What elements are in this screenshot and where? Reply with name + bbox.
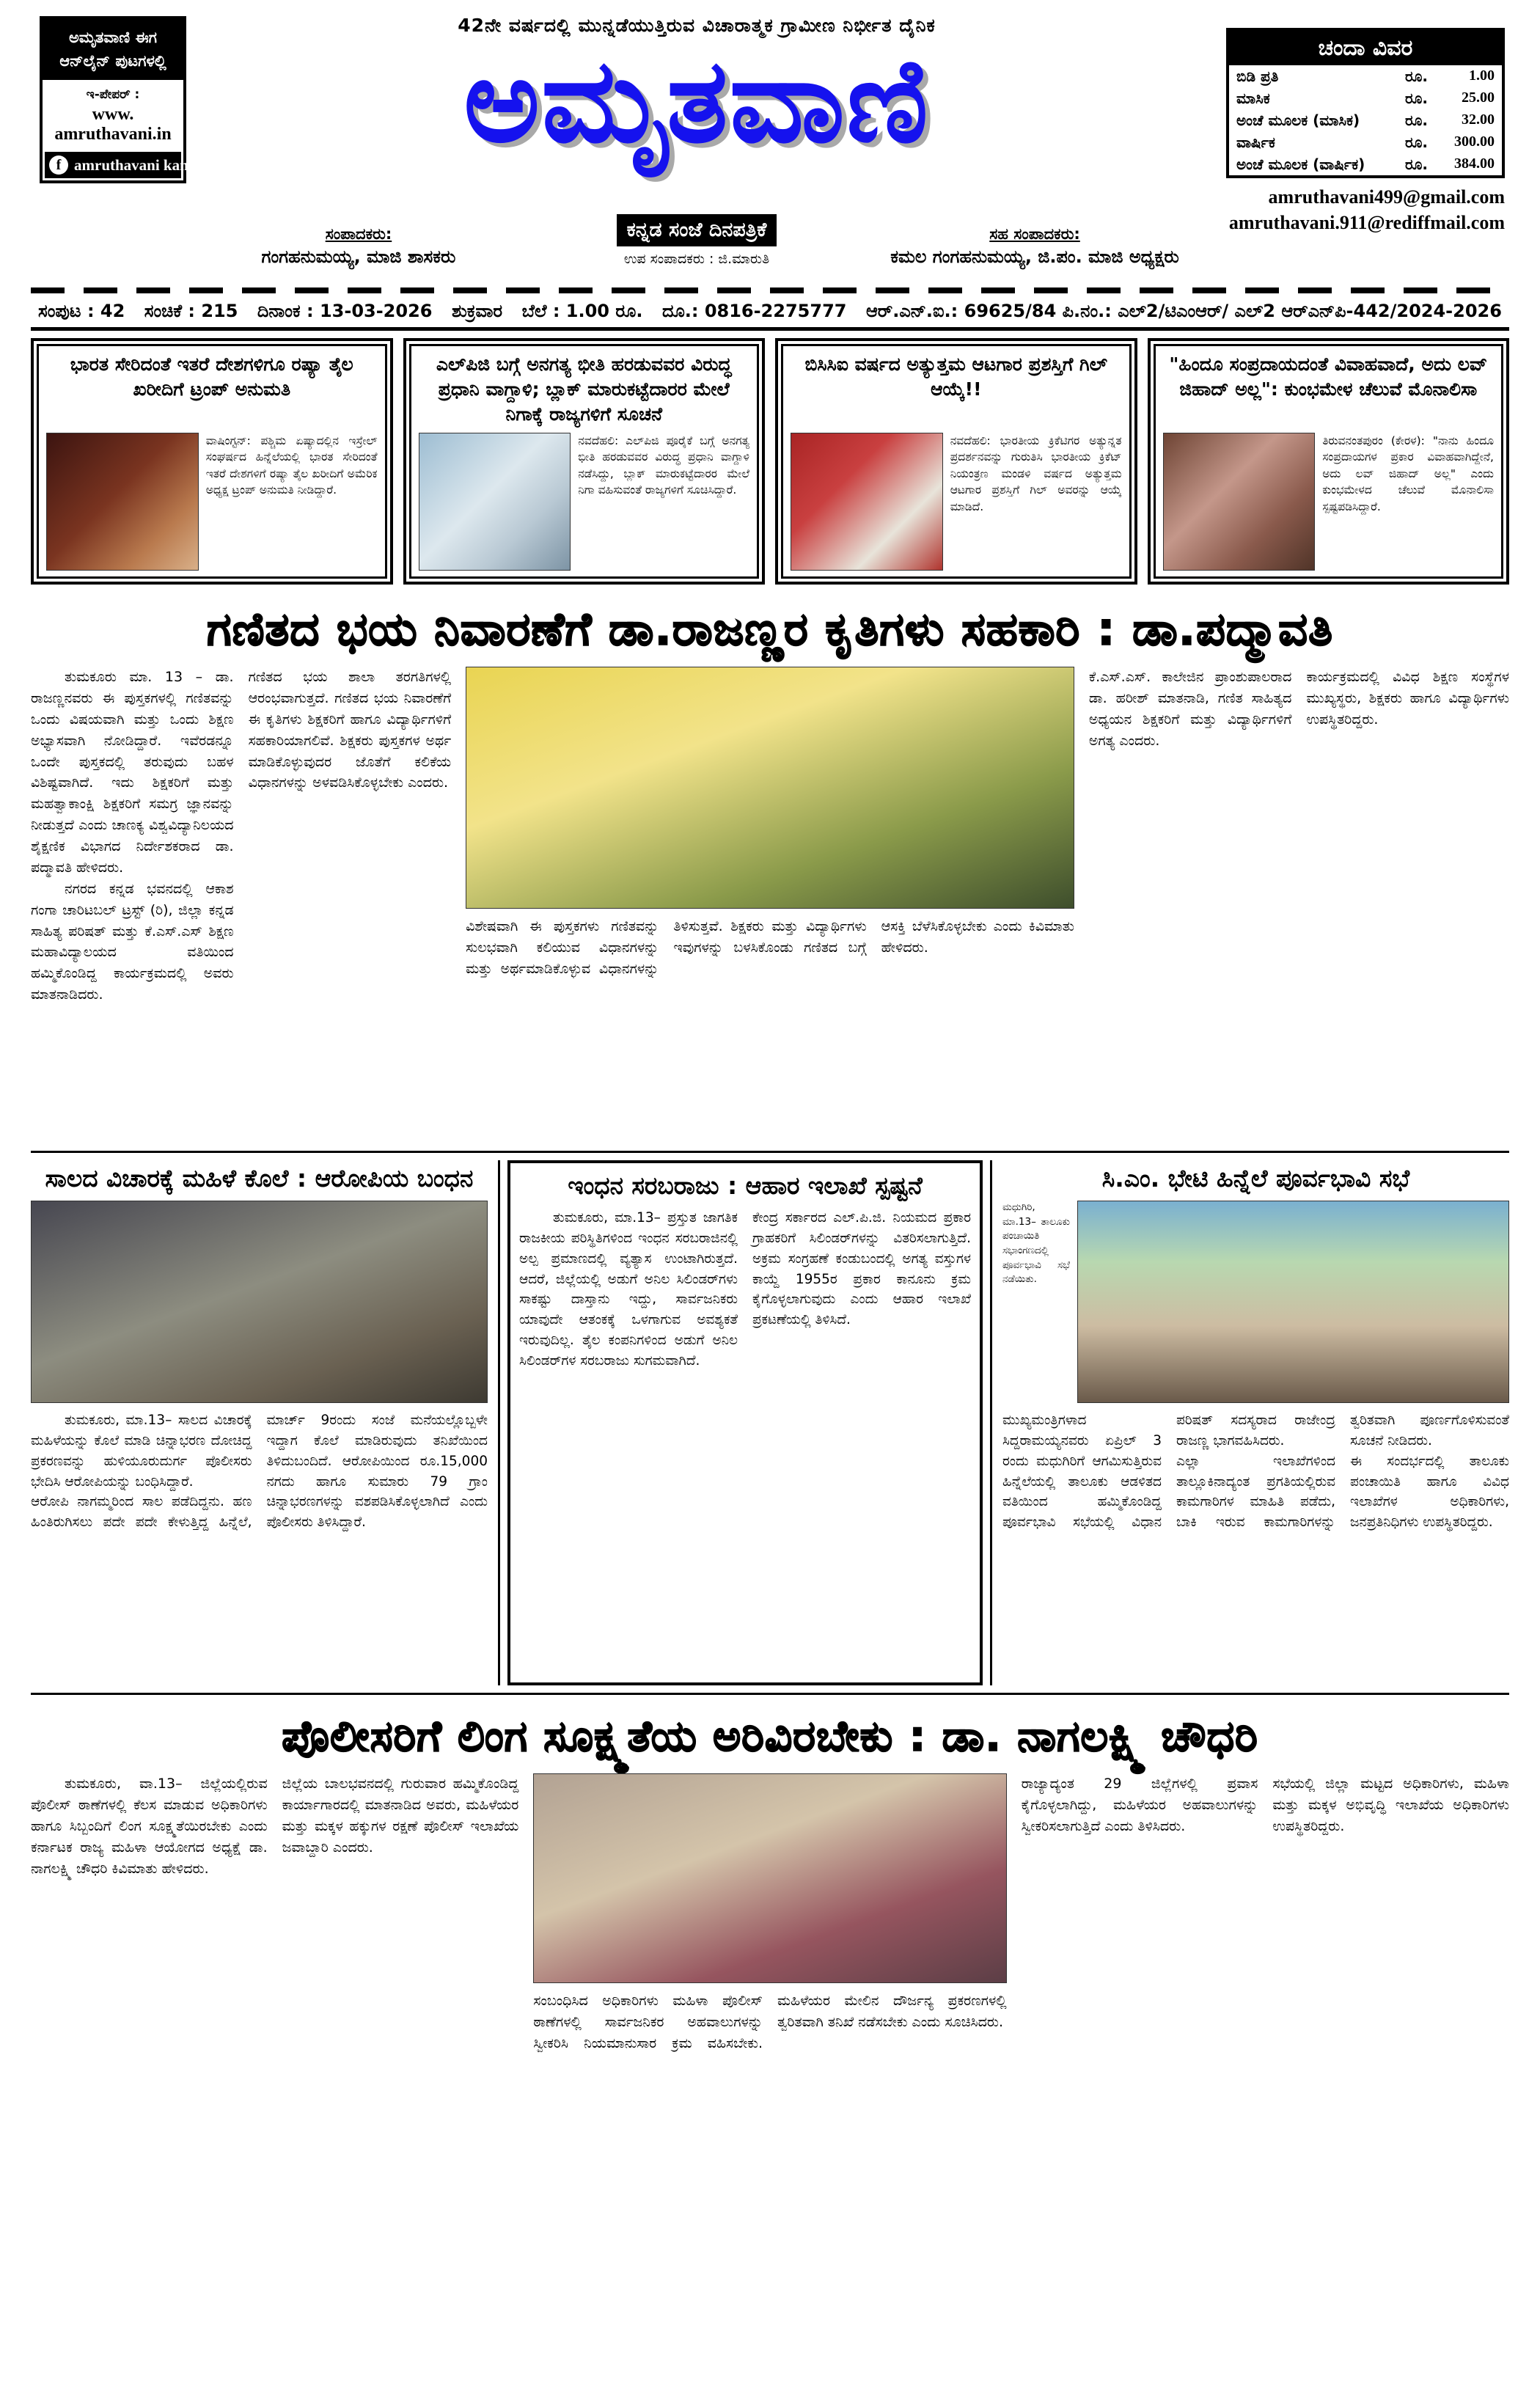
online-promo-line1: ಅಮೃತವಾಣಿ ಈಗ xyxy=(68,29,158,46)
top-story-trump xyxy=(31,338,393,585)
issue-price: ಬೆಲೆ : 1.00 ರೂ. xyxy=(521,301,643,321)
main-story xyxy=(31,595,1509,1143)
subscription-row xyxy=(1229,109,1502,131)
main-headline: ಗಣಿತದ ಭಯ ನಿವಾರಣೆಗೆ ಡಾ.ರಾಜಣ್ಣರ ಕೃತಿಗಳು ಸಹಕಾರಿ : ಡಾ.ಪದ್ಮಾವತಿ xyxy=(207,602,1333,656)
issue-date: ದಿನಾಂಕ : 13-03-2026 xyxy=(257,301,433,321)
main-center-block xyxy=(466,667,1074,1143)
subscription-label: ಅಂಚೆ ಮೂಲಕ (ಮಾಸಿಕ) xyxy=(1236,111,1360,129)
top-story-monalisa xyxy=(1148,338,1510,585)
main-col1b-para: ನಗರದ ಕನ್ನಡ ಭವನದಲ್ಲಿ ಆಕಾಶ ಗಂಗಾ ಚಾರಿಟಬಲ್ ಟ್ರಸ್ಟ್ (ರಿ), ಜಿಲ್ಲಾ ಕನ್ನಡ ಸಾಹಿತ್ಯ ಪರಿಷತ್ ಮತ್ತು ಕೆ.ಎಸ್.ಎಸ್ ಶಿಕ್ಷಣ ಮಹಾವಿದ್ಯಾಲಯದ ವತಿಯಿಂದ ಹಮ್ಮಿಕೊಂಡಿದ್ದ ಕಾರ್ಯಕ್ರಮದಲ್ಲಿ ಅವರು ಮಾತನಾಡಿದರು. xyxy=(31,880,234,1003)
story-headline: ಬಿಸಿಸಿಐ ವರ್ಷದ ಅತ್ಯುತ್ತಮ ಆಟಗಾರ ಪ್ರಶಸ್ತಿಗೆ ಗಿಲ್ ಆಯ್ಕೆ!! xyxy=(804,354,1108,400)
subscription-currency: ರೂ. xyxy=(1405,133,1428,151)
co-editor-name: ಕಮಲ ಗಂಗಹನುಮಯ್ಯ, ಜಿ.ಪಂ. ಮಾಜಿ ಅಧ್ಯಕ್ಷರು xyxy=(890,246,1179,267)
paper-tagline: 42ನೇ ವರ್ಷದಲ್ಲಿ ಮುನ್ನಡೆಯುತ್ತಿರುವ ವಿಚಾರಾತ್ಮಕ ಗ್ರಾಮೀಣ ನಿರ್ಭೀತ ದೈನಿಕ xyxy=(458,15,936,36)
story-para: ತುಮಕೂರು, ಮಾ.13– ಪ್ರಸ್ತುತ ಜಾಗತಿಕ ರಾಜಕೀಯ ಪರಿಸ್ಥಿತಿಗಳಿಂದ ಇಂಧನ ಸರಬರಾಜಿನಲ್ಲಿ ಅಲ್ಪ ಪ್ರಮಾಣದಲ್ಲಿ ವ್ಯತ್ಯಾಸ ಉಂಟಾಗಿರುತ್ತದೆ. ಆದರೆ, ಜಿಲ್ಲೆಯಲ್ಲಿ ಅಡುಗೆ ಅನಿಲ ಸಿಲಿಂಡರ್‌ಗಳು ಸಾಕಷ್ಟು ದಾಸ್ತಾನು ಇದ್ದು, ಸಾರ್ವಜನಿಕರು ಯಾವುದೇ ಆತಂಕಕ್ಕೆ ಒಳಗಾಗುವ ಅವಶ್ಯಕತೆ ಇರುವುದಿಲ್ಲ. ತೈಲ ಕಂಪನಿಗಳಿಂದ ಅಡುಗೆ ಅನಿಲ ಸಿಲಿಂಡರ್‌ಗಳ ಸರಬರಾಜು ಸುಗಮವಾಗಿದೆ. xyxy=(519,1210,738,1369)
story-para: ಆರೋಪಿ ನಾಗಮ್ಮರಿಂದ ಸಾಲ ಪಡೆದಿದ್ದನು. ಹಣ ಹಿಂತಿರುಗಿಸಲು ಪದೇ ಪದೇ ಕೇಳುತ್ತಿದ್ದ ಹಿನ್ನೆಲೆ, ಮಾರ್ಚ್ 9ರಂದು ಸಂಜೆ ಮನೆಯಲ್ಲೊಬ್ಬಳೇ ಇದ್ದಾಗ ಕೊಲೆ ಮಾಡಿರುವುದು ತನಿಖೆಯಿಂದ ತಿಳಿದುಬಂದಿದೆ. ಆರೋಪಿಯಿಂದ ರೂ.15,000 ನಗದು ಹಾಗೂ ಸುಮಾರು 79 ಗ್ರಾಂ ಚಿನ್ನಾಭರಣಗಳನ್ನು ವಶಪಡಿಸಿಕೊಳ್ಳಲಾಗಿದೆ ಎಂದು ಪೊಲೀಸರು ತಿಳಿಸಿದ್ದಾರೆ. xyxy=(31,1413,488,1530)
top-story-inner xyxy=(37,344,387,579)
story-headline: ಭಾರತ ಸೇರಿದಂತೆ ಇತರೆ ದೇಶಗಳಿಗೂ ರಷ್ಯಾ ತೈಲ ಖರೀದಿಗೆ ಟ್ರಂಪ್ ಅನುಮತಿ xyxy=(70,354,353,400)
story-headline: ಇಂಧನ ಸರಬರಾಜು : ಆಹಾರ ಇಲಾಖೆ ಸ್ಪಷ್ಟನೆ xyxy=(568,1171,923,1200)
bottom-col2-para: ಜಿಲ್ಲೆಯ ಬಾಲಭವನದಲ್ಲಿ ಗುರುವಾರ ಹಮ್ಮಿಕೊಂಡಿದ್ದ ಕಾರ್ಯಾಗಾರದಲ್ಲಿ ಮಾತನಾಡಿದ ಅವರು, ಮಹಿಳೆಯರ ಮತ್ತು ಮಕ್ಕಳ ಹಕ್ಕುಗಳ ರಕ್ಷಣೆ ಪೊಲೀಸ್ ಇಲಾಖೆಯ ಜವಾಬ್ದಾರಿ ಎಂದರು. xyxy=(282,1776,519,1856)
online-promo-line2: ಆನ್‌ಲೈನ್ ಪುಟಗಳಲ್ಲಿ xyxy=(59,51,166,70)
story-content xyxy=(419,433,750,571)
story-headline: "ಹಿಂದೂ ಸಂಪ್ರದಾಯದಂತೆ ವಿವಾಹವಾದೆ, ಅದು ಲವ್ ಜಿಹಾದ್ ಅಲ್ಲ": ಕುಂಭಮೇಳ ಚೆಲುವೆ ಮೊನಾಲಿಸಾ xyxy=(1169,354,1488,400)
subscription-currency: ರೂ. xyxy=(1405,67,1428,85)
bottom-col5-para: ರಾಜ್ಯಾದ್ಯಂತ 29 ಜಿಲ್ಲೆಗಳಲ್ಲಿ ಪ್ರವಾಸ ಕೈಗೊಳ್ಳಲಾಗಿದ್ದು, ಮಹಿಳೆಯರ ಅಹವಾಲುಗಳನ್ನು ಸ್ವೀಕರಿಸಲಾಗುತ್ತಿದೆ ಎಂದು ತಿಳಿಸಿದರು. xyxy=(1021,1776,1258,1834)
issue-info-bar xyxy=(31,298,1509,327)
subscription-row xyxy=(1229,153,1502,175)
preparatory-meeting-photo xyxy=(1077,1201,1509,1403)
online-promo-box xyxy=(40,16,221,183)
main-column-6 xyxy=(1306,667,1509,1143)
main-col1-para: ತುಮಕೂರು ಮಾ. 13 – ಡಾ. ರಾಜಣ್ಣನವರು ಈ ಪುಸ್ತಕಗಳಲ್ಲಿ ಗಣಿತವನ್ನು ಒಂದು ವಿಷಯವಾಗಿ ಮತ್ತು ಒಂದು ಶಿಕ್ಷಣ ಅಭ್ಯಾಸವಾಗಿ ನೋಡಿದ್ದಾರೆ. ಇವೆರಡನ್ನೂ ಒಂದೇ ಪುಸ್ತಕದಲ್ಲಿ ತರುವುದು ಬಹಳ ವಿಶಿಷ್ಟವಾಗಿದೆ. ಇದು ಶಿಕ್ಷಕರಿಗೆ ಮತ್ತು ಮಹತ್ವಾಕಾಂಕ್ಷಿ ಶಿಕ್ಷಕರಿಗೆ ಸಮಗ್ರ ಜ್ಞಾನವನ್ನು ನೀಡುತ್ತದೆ ಎಂದು ಚಾಣಕ್ಯ ವಿಶ್ವವಿದ್ಯಾನಿಲಯದ ಶೈಕ್ಷಣಿಕ ವಿಭಾಗದ ನಿರ್ದೇಶಕರಾದ ಡಾ. ಪದ್ಮಾವತಿ ಹೇಳಿದರು. xyxy=(31,669,234,876)
issue-number: ಸಂಚಿಕೆ : 215 xyxy=(144,301,238,321)
story-photo-row xyxy=(1002,1201,1509,1403)
mid-story-fuel xyxy=(500,1160,990,1685)
issue-day: ಶುಕ್ರವಾರ xyxy=(451,301,503,321)
subscription-amount: 384.00 xyxy=(1454,155,1495,172)
mid-story-cm-visit xyxy=(990,1160,1509,1685)
story-para: ಮುಖ್ಯಮಂತ್ರಿಗಳಾದ ಸಿದ್ದರಾಮಯ್ಯನವರು ಏಪ್ರಿಲ್ 3 ರಂದು ಮಧುಗಿರಿಗೆ ಆಗಮಿಸುತ್ತಿರುವ ಹಿನ್ನೆಲೆಯಲ್ಲಿ ತಾಲೂಕು ಆಡಳಿತದ ವತಿಯಿಂದ ಹಮ್ಮಿಕೊಂಡಿದ್ದ ಪೂರ್ವಭಾವಿ ಸಭೆಯಲ್ಲಿ ವಿಧಾನ ಪರಿಷತ್ ಸದಸ್ಯರಾದ ರಾಜೇಂದ್ರ ರಾಜಣ್ಣ ಭಾಗವಹಿಸಿದರು. xyxy=(1002,1413,1335,1530)
subscription-label: ಮಾಸಿಕ xyxy=(1236,89,1270,107)
top-story-inner xyxy=(1154,344,1504,579)
paper-title: ಅಮೃತವಾಣಿ xyxy=(463,34,930,169)
bottom-column-6 xyxy=(1272,1773,1509,2366)
main-column-2 xyxy=(249,667,452,1143)
editor-block xyxy=(199,225,518,267)
section-divider xyxy=(31,1693,1509,1695)
editors-row xyxy=(199,214,1194,267)
editor-name: ಗಂಗಹನುಮಯ್ಯ, ಮಾಜಿ ಶಾಸಕರು xyxy=(261,246,456,267)
story-content xyxy=(791,433,1122,571)
subscription-amount: 25.00 xyxy=(1462,89,1495,106)
book-release-event-photo xyxy=(466,667,1074,909)
phone-number: ದೂ.: 0816-2275777 xyxy=(661,301,847,321)
story-lead: ಮಧುಗಿರಿ, ಮಾ.13– ತಾಲೂಕು ಪಂಚಾಯಿತಿ ಸಭಾಂಗಣದಲ್ಲಿ ಪೂರ್ವಭಾವಿ ಸಭೆ ನಡೆಯಿತು. xyxy=(1002,1201,1070,1286)
subscription-label: ಬಿಡಿ ಪ್ರತಿ xyxy=(1236,67,1279,85)
subscription-box xyxy=(1226,28,1505,178)
modi-photo xyxy=(419,433,571,571)
subscription-label: ಅಂಚೆ ಮೂಲಕ (ವಾರ್ಷಿಕ) xyxy=(1236,155,1365,173)
subscription-row xyxy=(1229,131,1502,153)
bottom-col6-para: ಸಭೆಯಲ್ಲಿ ಜಿಲ್ಲಾ ಮಟ್ಟದ ಅಧಿಕಾರಿಗಳು, ಮಹಿಳಾ ಮತ್ತು ಮಕ್ಕಳ ಅಭಿವೃದ್ಧಿ ಇಲಾಖೆಯ ಅಧಿಕಾರಿಗಳು ಉಪಸ್ಥಿತರಿದ್ದರು. xyxy=(1272,1776,1509,1834)
story-excerpt: ನವದೆಹಲಿ: ಎಲ್‌ಪಿಜಿ ಪೂರೈಕೆ ಬಗ್ಗೆ ಅನಗತ್ಯ ಭೀತಿ ಹರಡುವವರ ವಿರುದ್ಧ ಪ್ರಧಾನಿ ವಾಗ್ದಾಳಿ ನಡೆಸಿದ್ದು, ಬ್ಲಾಕ್ ಮಾರುಕಟ್ಟೆದಾರರ ಮೇಲೆ ನಿಗಾ ವಹಿಸುವಂತೆ ರಾಜ್ಯಗಳಿಗೆ ಸೂಚಿಸಿದ್ದಾರೆ. xyxy=(578,434,749,497)
mid-story-murder xyxy=(31,1160,500,1685)
top-story-inner xyxy=(409,344,760,579)
story-headline: ಎಲ್‌ಪಿಜಿ ಬಗ್ಗೆ ಅನಗತ್ಯ ಭೀತಿ ಹರಡುವವರ ವಿರುದ್ಧ ಪ್ರಧಾನಿ ವಾಗ್ದಾಳಿ; ಬ್ಲಾಕ್ ಮಾರುಕಟ್ಟೆದಾರರ ಮೇಲೆ ನಿಗಾಕ್ಕೆ ರಾಜ್ಯಗಳಿಗೆ ಸೂಚನೆ xyxy=(436,354,732,425)
section-divider xyxy=(31,1151,1509,1153)
masthead-center xyxy=(199,13,1194,169)
contact-emails xyxy=(1226,184,1505,235)
subscription-currency: ರೂ. xyxy=(1405,89,1428,107)
trump-photo xyxy=(46,433,199,571)
website-url: www. amruthavani.in xyxy=(54,105,172,144)
main-story-body xyxy=(31,667,1509,1143)
subscription-amount: 32.00 xyxy=(1462,111,1495,128)
story-body xyxy=(31,1410,488,1533)
monalisa-wedding-photo xyxy=(1163,433,1316,571)
story-headline: ಸಿ.ಎಂ. ಭೇಟಿ ಹಿನ್ನೆಲೆ ಪೂರ್ವಭಾವಿ ಸಭೆ xyxy=(1101,1164,1410,1193)
boxed-story xyxy=(507,1160,983,1685)
bottom-headline: ಪೊಲೀಸರಿಗೆ ಲಿಂಗ ಸೂಕ್ಷ್ಮತೆಯ ಅರಿವಿರಬೇಕು : ಡಾ. ನಾಗಲಕ್ಷ್ಮಿ ಚೌಧರಿ xyxy=(282,1711,1258,1761)
email-gmail: amruthavani499@gmail.com xyxy=(1268,186,1505,208)
header-divider xyxy=(31,327,1509,331)
main-column-1 xyxy=(31,667,234,1143)
co-editor-block xyxy=(876,225,1194,267)
main-col2-para: ಗಣಿತದ ಭಯ ಶಾಲಾ ತರಗತಿಗಳಲ್ಲಿ ಆರಂಭವಾಗುತ್ತದೆ. ಗಣಿತದ ಭಯ ನಿವಾರಣೆಗೆ ಈ ಕೃತಿಗಳು ಶಿಕ್ಷಕರಿಗೆ ಹಾಗೂ ವಿದ್ಯಾರ್ಥಿಗಳಿಗೆ ಸಹಕಾರಿಯಾಗಲಿವೆ. ಶಿಕ್ಷಕರು ಪುಸ್ತಕಗಳ ಅರ್ಥ ಮಾಡಿಕೊಳ್ಳುವುದರ ಜೊತೆಗೆ ಕಲಿಕೆಯ ವಿಧಾನಗಳನ್ನು ಅಳವಡಿಸಿಕೊಳ್ಳಬೇಕು ಎಂದರು. xyxy=(248,669,452,791)
story-para: ಕೇಂದ್ರ ಸರ್ಕಾರದ ಎಲ್.ಪಿ.ಜಿ. ನಿಯಮದ ಪ್ರಕಾರ ಗ್ರಾಹಕರಿಗೆ ಸಿಲಿಂಡರ್‌ಗಳನ್ನು ವಿತರಿಸಲಾಗುತ್ತಿದೆ. ಅಕ್ರಮ ಸಂಗ್ರಹಣೆ ಕಂಡುಬಂದಲ್ಲಿ ಅಗತ್ಯ ವಸ್ತುಗಳ ಕಾಯ್ದೆ 1955ರ ಪ್ರಕಾರ ಕಾನೂನು ಕ್ರಮ ಕೈಗೊಳ್ಳಲಾಗುವುದು ಎಂದು ಆಹಾರ ಇಲಾಖೆ ಪ್ರಕಟಣೆಯಲ್ಲಿ ತಿಳಿಸಿದೆ. xyxy=(752,1210,971,1327)
facebook-strip xyxy=(45,152,221,178)
top-story-inner xyxy=(781,344,1132,579)
subscription-row xyxy=(1229,87,1502,109)
story-content xyxy=(1163,433,1495,571)
police-arrest-photo xyxy=(31,1201,488,1403)
top-story-lpg xyxy=(403,338,766,585)
bottom-center-text: ಸಂಬಂಧಿಸಿದ ಅಧಿಕಾರಿಗಳು ಮಹಿಳಾ ಪೊಲೀಸ್ ಠಾಣೆಗಳಲ್ಲಿ ಸಾರ್ವಜನಿಕರ ಅಹವಾಲುಗಳನ್ನು ಸ್ವೀಕರಿಸಿ ನಿಯಮಾನುಸಾರ ಕ್ರಮ ವಹಿಸಬೇಕು. ಮಹಿಳೆಯರ ಮೇಲಿನ ದೌರ್ಜನ್ಯ ಪ್ರಕರಣಗಳಲ್ಲಿ ತ್ವರಿತವಾಗಿ ತನಿಖೆ ನಡೆಸಬೇಕು ಎಂದು ಸೂಚಿಸಿದರು. xyxy=(533,1993,1007,2051)
story-para: ತುಮಕೂರು, ಮಾ.13– ಸಾಲದ ವಿಚಾರಕ್ಕೆ ಮಹಿಳೆಯನ್ನು ಕೊಲೆ ಮಾಡಿ ಚಿನ್ನಾಭರಣ ದೋಚಿದ್ದ ಪ್ರಕರಣವನ್ನು ಹುಳಿಯೂರುದುರ್ಗ ಪೊಲೀಸರು ಭೇದಿಸಿ ಆರೋಪಿಯನ್ನು ಬಂಧಿಸಿದ್ದಾರೆ. xyxy=(31,1413,252,1490)
subscription-currency: ರೂ. xyxy=(1405,111,1428,129)
editor-label: ಸಂಪಾದಕರು: xyxy=(325,225,392,243)
dashed-divider xyxy=(31,287,1509,293)
story-headline: ಸಾಲದ ವಿಚಾರಕ್ಕೆ ಮಹಿಳೆ ಕೊಲೆ : ಆರೋಪಿಯ ಬಂಧನ xyxy=(45,1164,474,1193)
bottom-center-block xyxy=(533,1773,1006,2366)
workshop-photo xyxy=(533,1773,1006,1983)
story-excerpt: ತಿರುವನಂತಪುರಂ (ಕೇರಳ): "ನಾನು ಹಿಂದೂ ಸಂಪ್ರದಾಯಗಳ ಪ್ರಕಾರ ವಿವಾಹವಾಗಿದ್ದೇನೆ, ಅದು ಲವ್ ಜಿಹಾದ್ ಅಲ್ಲ" ಎಂದು ಕುಂಭಮೇಳದ ಚೆಲುವೆ ಮೊನಾಲಿಸಾ ಸ್ಪಷ್ಟಪಡಿಸಿದ್ದಾರೆ. xyxy=(1322,434,1494,513)
main-center-text: ವಿಶೇಷವಾಗಿ ಈ ಪುಸ್ತಕಗಳು ಗಣಿತವನ್ನು ಸುಲಭವಾಗಿ ಕಲಿಯುವ ವಿಧಾನಗಳನ್ನು ಮತ್ತು ಅರ್ಥಮಾಡಿಕೊಳ್ಳುವ ವಿಧಾನಗಳನ್ನು ತಿಳಿಸುತ್ತವೆ. ಶಿಕ್ಷಕರು ಮತ್ತು ವಿದ್ಯಾರ್ಥಿಗಳು ಇವುಗಳನ್ನು ಬಳಸಿಕೊಂಡು ಗಣಿತದ ಬಗ್ಗೆ ಆಸಕ್ತಿ ಬೆಳೆಸಿಕೊಳ್ಳಬೇಕು ಎಂದು ಕಿವಿಮಾತು ಹೇಳಿದರು. xyxy=(466,918,1074,977)
co-editor-label: ಸಹ ಸಂಪಾದಕರು: xyxy=(989,225,1080,243)
gill-photo xyxy=(791,433,943,571)
story-excerpt: ನವದೆಹಲಿ: ಭಾರತೀಯ ಕ್ರಿಕೆಟಿಗರ ಅತ್ಯುನ್ನತ ಪ್ರದರ್ಶನವನ್ನು ಗುರುತಿಸಿ ಭಾರತೀಯ ಕ್ರಿಕೆಟ್ ನಿಯಂತ್ರಣ ಮಂಡಳಿ ವರ್ಷದ ಅತ್ಯುತ್ತಮ ಆಟಗಾರ ಪ್ರಶಸ್ತಿಗೆ ಗಿಲ್ ಅವರನ್ನು ಆಯ್ಕೆ ಮಾಡಿದೆ. xyxy=(950,434,1122,513)
masthead-header xyxy=(31,13,1509,286)
subscription-title: ಚಂದಾ ವಿವರ xyxy=(1229,31,1502,65)
top-story-bcci xyxy=(775,338,1137,585)
top-stories-row xyxy=(31,338,1509,585)
subscription-amount: 1.00 xyxy=(1469,67,1495,84)
subscription-row xyxy=(1229,65,1502,87)
story-excerpt: ವಾಷಿಂಗ್ಟನ್: ಪಶ್ಚಿಮ ಏಷ್ಯಾದಲ್ಲಿನ ಇಸ್ರೇಲ್ ಸಂಘರ್ಷದ ಹಿನ್ನೆಲೆಯಲ್ಲಿ ಭಾರತ ಸೇರಿದಂತೆ ಇತರೆ ದೇಶಗಳಿಗೆ ರಷ್ಯಾ ತೈಲ ಖರೀದಿಗೆ ಅಮೆರಿಕ ಅಧ್ಯಕ್ಷ ಟ್ರಂಪ್ ಅನುಮತಿ ನೀಡಿದ್ದಾರೆ. xyxy=(205,434,378,497)
bottom-col1-para: ತುಮಕೂರು, ವಾ.13– ಜಿಲ್ಲೆಯಲ್ಲಿರುವ ಪೊಲೀಸ್ ಠಾಣೆಗಳಲ್ಲಿ ಕೆಲಸ ಮಾಡುವ ಅಧಿಕಾರಿಗಳು ಹಾಗೂ ಸಿಬ್ಬಂದಿಗೆ ಲಿಂಗ ಸೂಕ್ಷ್ಮತೆಯಿರಬೇಕು ಎಂದು ಕರ್ನಾಟಕ ರಾಜ್ಯ ಮಹಿಳಾ ಆಯೋಗದ ಅಧ್ಯಕ್ಷೆ ಡಾ. ನಾಗಲಕ್ಷ್ಮಿ ಚೌಧರಿ ಕಿವಿಮಾತು ಹೇಳಿದರು. xyxy=(31,1776,268,1877)
facebook-icon: f xyxy=(49,155,68,175)
story-content xyxy=(46,433,378,571)
mid-stories-row xyxy=(31,1160,1509,1685)
main-column-5 xyxy=(1089,667,1292,1143)
main-col5-para: ಕೆ.ಎಸ್.ಎಸ್. ಕಾಲೇಜಿನ ಪ್ರಾಂಶುಪಾಲರಾದ ಡಾ. ಹರೀಶ್ ಮಾತನಾಡಿ, ಗಣಿತ ಸಾಹಿತ್ಯದ ಅಧ್ಯಯನ ಶಿಕ್ಷಕರಿಗೆ ಮತ್ತು ವಿದ್ಯಾರ್ಥಿಗಳಿಗೆ ಅಗತ್ಯ ಎಂದರು. xyxy=(1088,669,1292,749)
main-col6-para: ಕಾರ್ಯಕ್ರಮದಲ್ಲಿ ವಿವಿಧ ಶಿಕ್ಷಣ ಸಂಸ್ಥೆಗಳ ಮುಖ್ಯಸ್ಥರು, ಶಿಕ್ಷಕರು ಹಾಗೂ ವಿದ್ಯಾರ್ಥಿಗಳು ಉಪಸ್ಥಿತರಿದ್ದರು. xyxy=(1306,669,1509,728)
sub-editor: ಉಪ ಸಂಪಾದಕರು : ಜಿ.ಮಾರುತಿ xyxy=(623,251,770,267)
story-para: ಈ ಸಂದರ್ಭದಲ್ಲಿ ತಾಲೂಕು ಪಂಚಾಯಿತಿ ಹಾಗೂ ವಿವಿಧ ಇಲಾಖೆಗಳ ಅಧಿಕಾರಿಗಳು, ಜನಪ್ರತಿನಿಧಿಗಳು ಉಪಸ್ಥಿತರಿದ್ದರು. xyxy=(1350,1453,1509,1530)
subscription-label: ವಾರ್ಷಿಕ xyxy=(1236,133,1275,151)
bottom-story xyxy=(31,1702,1509,2366)
bottom-story-body xyxy=(31,1773,1509,2366)
facebook-handle: amruthavani kannada xyxy=(74,155,221,174)
rni-registration: ಆರ್.ಎನ್.ಐ.: 69625/84 ಪಿ.ನಂ.: ಎಲ್2/ಟಿಎಂಆರ್/ ಎಲ್2 ಆರ್‌ಎನ್‌ಪಿ-442/2024-2026 xyxy=(865,301,1502,321)
subscription-area xyxy=(1226,28,1505,235)
bottom-column-2 xyxy=(282,1773,519,2366)
volume-number: ಸಂಪುಟ : 42 xyxy=(38,301,125,321)
online-promo-title xyxy=(43,19,183,80)
subscription-currency: ರೂ. xyxy=(1405,155,1428,173)
paper-type: ಕನ್ನಡ ಸಂಜೆ ದಿನಪತ್ರಿಕೆ xyxy=(617,214,777,246)
email-rediff: amruthavani.911@rediffmail.com xyxy=(1228,212,1505,234)
epaper-label: ಇ-ಪೇಪರ್ : xyxy=(86,87,140,102)
story-body xyxy=(519,1208,971,1667)
story-para: ಎಲ್ಲಾ ಇಲಾಖೆಗಳಿಂದ ತಾಲ್ಲೂಕಿನಾದ್ಯಂತ ಪ್ರಗತಿಯಲ್ಲಿರುವ ಕಾಮಗಾರಿಗಳ ಮಾಹಿತಿ ಪಡೆದು, ಬಾಕಿ ಇರುವ ಕಾಮಗಾರಿಗಳನ್ನು ತ್ವರಿತವಾಗಿ ಪೂರ್ಣಗೊಳಿಸುವಂತೆ ಸೂಚನೆ ನೀಡಿದರು. xyxy=(1176,1413,1509,1530)
paper-type-block xyxy=(548,214,846,267)
subscription-amount: 300.00 xyxy=(1454,133,1495,150)
bottom-column-1 xyxy=(31,1773,268,2366)
story-body xyxy=(1002,1410,1509,1533)
bottom-column-5 xyxy=(1022,1773,1258,2366)
